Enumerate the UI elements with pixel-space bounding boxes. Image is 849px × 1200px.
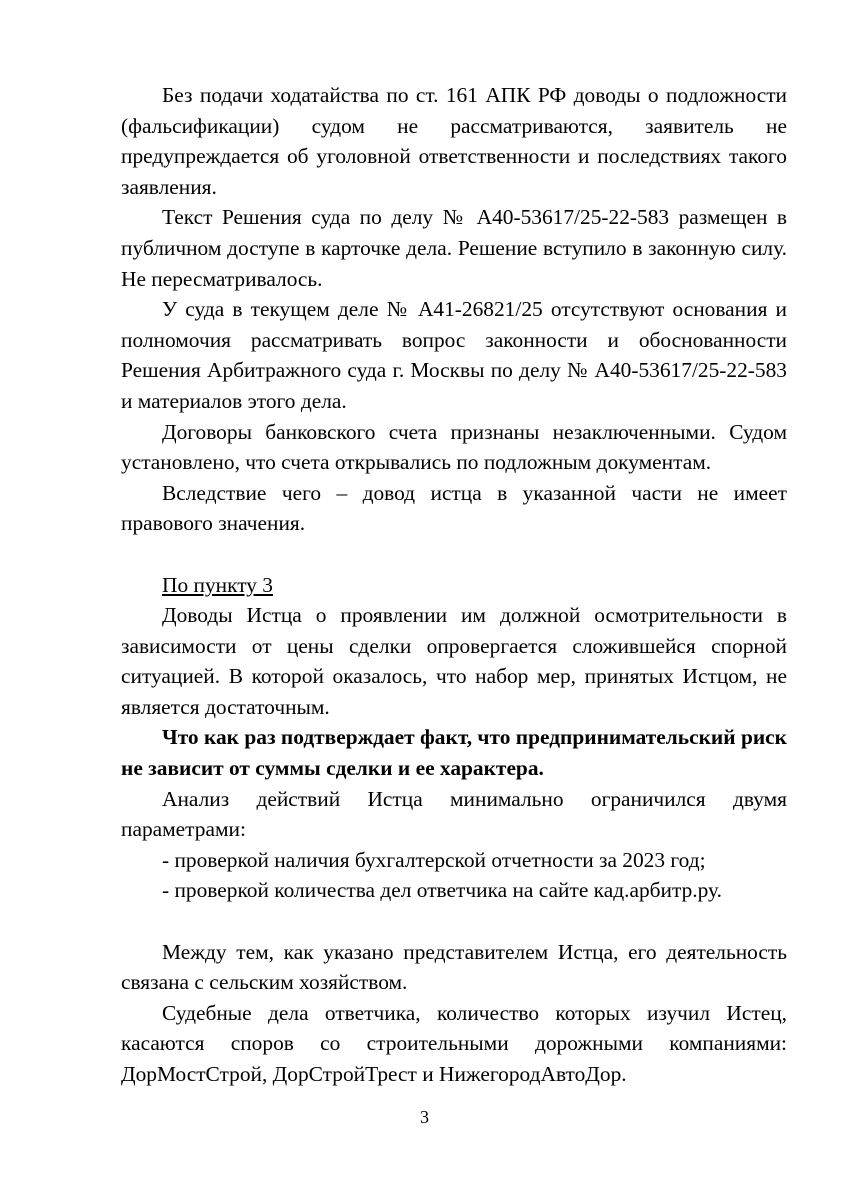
spacer — [121, 539, 787, 570]
paragraph-bold-risk: Что как раз подтверждает факт, что предпринимательский риск не зависит от суммы сделки и ее характера. — [121, 725, 787, 781]
paragraph-due-diligence: Доводы Истца о проявлении им должной осмотрительности в зависимости от цены сделки опровергается сложившейся спорной ситуацией. В которой оказалось, что набор мер, принятых Истцом, не является достаточным. — [121, 603, 787, 719]
paragraph-no-petition: Без подачи ходатайства по ст. 161 АПК РФ доводы о подложности (фальсификации) судом не рассматриваются, заявитель не предупреждается об уголовной ответственности и последствиях такого заявления. — [121, 83, 787, 199]
page-number: 3 — [420, 1107, 429, 1127]
section-heading-point-3: По пункту 3 — [162, 572, 273, 597]
paragraph-court-authority: У суда в текущем деле № А41-26821/25 отсутствуют основания и полномочия рассматривать вопрос законности и обоснованности Решения Арбитражного суда г. Москвы по делу № А40-53617/25-22-583 и материалов этого дела. — [121, 297, 787, 413]
spacer — [121, 906, 787, 937]
paragraph-court-cases: Судебные дела ответчика, количество которых изучил Истец, касаются споров со строительными дорожными компаниями: ДорМостСтрой, ДорСтройТрест и НижегородАвтоДор. — [121, 1000, 787, 1086]
paragraph-analysis: Анализ действий Истца минимально ограничился двумя параметрами: — [121, 786, 787, 842]
document-body — [121, 80, 787, 1090]
paragraph-conclusion: Вследствие чего – довод истца в указанной части не имеет правового значения. — [121, 480, 787, 536]
list-item: - проверкой количества дел ответчика на сайте кад.арбитр.ру. — [162, 878, 722, 903]
paragraph-agriculture: Между тем, как указано представителем Истца, его деятельность связана с сельским хозяйством. — [121, 939, 787, 995]
paragraph-decision-text: Текст Решения суда по делу № А40-53617/25-22-583 размещен в публичном доступе в карточке дела. Решение вступило в законную силу. Не пересматривалось. — [121, 205, 787, 291]
paragraph-bank-accounts: Договоры банковского счета признаны незаключенными. Судом установлено, что счета открывались по подложным документам. — [121, 419, 787, 475]
list-item: - проверкой наличия бухгалтерской отчетности за 2023 год; — [162, 847, 706, 872]
